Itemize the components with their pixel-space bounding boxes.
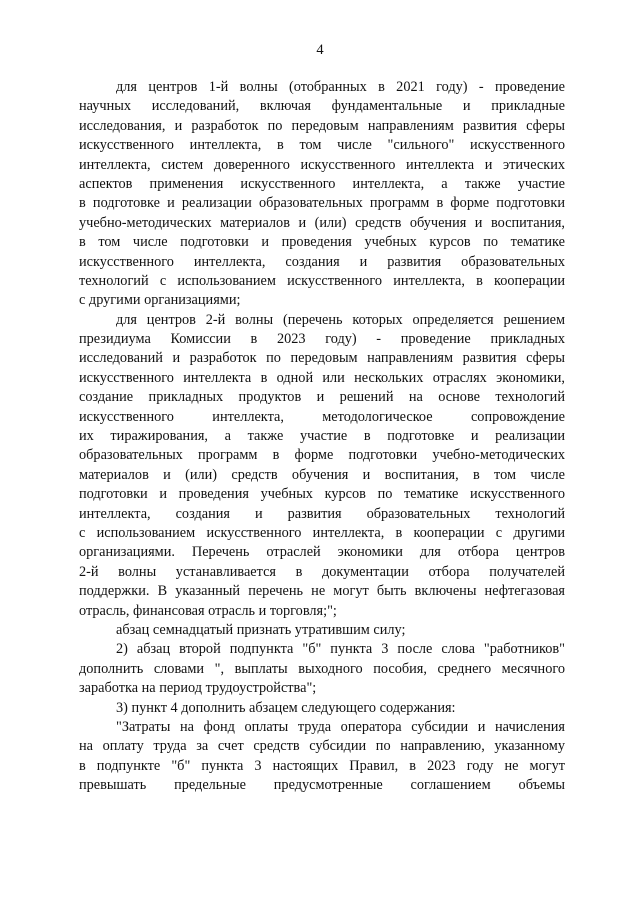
text-line: отрасль, финансовая отрасль и торговля;";	[79, 602, 337, 619]
text-line: материалов и (или) средств обучения и воспитания, в том числе	[79, 466, 565, 483]
text-line: научных исследований, включая фундаментальные и прикладные	[79, 98, 565, 115]
text-line: искусственного интеллекта в одной или нескольких отраслях экономики,	[79, 369, 565, 386]
text-line: поддержки. В указанный перечень не могут быть включены нефтегазовая	[79, 583, 565, 600]
text-line: образовательных программ в форме подготовки учебно-методических	[79, 447, 565, 464]
text-line: для центров 2-й волны (перечень которых определяется решением	[116, 311, 565, 328]
text-line: искусственного интеллекта, создания и развития образовательных	[79, 253, 565, 270]
text-line: исследований и разработок по передовым направлениям развития сферы	[79, 350, 565, 367]
text-line: создание прикладных продуктов и решений на основе технологий	[79, 389, 565, 406]
text-line: 2) абзац второй подпункта "б" пункта 3 после слова "работников"	[116, 641, 565, 658]
text-line: президиума Комиссии в 2023 году) - проведение прикладных	[79, 331, 565, 348]
text-line: аспектов применения искусственного интеллекта, а также участие	[79, 175, 565, 192]
text-line: заработка на период трудоустройства";	[79, 680, 317, 697]
text-line: в подготовке и реализации образовательных программ в форме подготовки	[79, 195, 565, 212]
document-body	[79, 78, 565, 795]
text-line: технологий с использованием искусственного интеллекта, в кооперации	[79, 272, 565, 289]
text-line: интеллекта, создания и развития образовательных технологий	[79, 505, 565, 522]
text-line: искусственного интеллекта, методологическое сопровождение	[79, 408, 565, 425]
text-line: учебно-методических материалов и (или) средств обучения и воспитания,	[79, 214, 565, 231]
text-line: организациями. Перечень отраслей экономики для отбора центров	[79, 544, 565, 561]
text-line: в том числе подготовки и проведения учебных курсов по тематике	[79, 234, 565, 251]
text-line: интеллекта, систем доверенного искусственного интеллекта и этических	[79, 156, 565, 173]
text-line: "Затраты на фонд оплаты труда оператора субсидии и начисления	[116, 718, 565, 735]
text-line: подготовки и проведения учебных курсов по тематике искусственного	[79, 486, 565, 503]
text-line: их тиражирования, а также участие в подготовке и реализации	[79, 428, 565, 445]
text-line: 2-й волны устанавливается в документации отбора получателей	[79, 563, 565, 580]
text-line: в подпункте "б" пункта 3 настоящих Правил, в 2023 году не могут	[79, 757, 565, 774]
text-line: исследования, и разработок по передовым направлениям развития сферы	[79, 117, 565, 134]
text-line: 3) пункт 4 дополнить абзацем следующего содержания:	[116, 699, 456, 716]
text-line: для центров 1-й волны (отобранных в 2021 году) - проведение	[116, 79, 565, 95]
text-line: искусственного интеллекта, в том числе "сильного" искусственного	[79, 137, 565, 154]
text-line: дополнить словами ", выплаты выходного пособия, среднего месячного	[79, 660, 565, 677]
page-number: 4	[316, 42, 324, 58]
text-line: превышать предельные предусмотренные соглашением объемы	[79, 777, 565, 794]
text-line: на оплату труда за счет средств субсидии по направлению, указанному	[79, 738, 565, 755]
text-line: абзац семнадцатый признать утратившим силу;	[116, 621, 406, 638]
text-line: с другими организациями;	[79, 292, 241, 309]
text-line: с использованием искусственного интеллекта, в кооперации с другими	[79, 524, 565, 541]
